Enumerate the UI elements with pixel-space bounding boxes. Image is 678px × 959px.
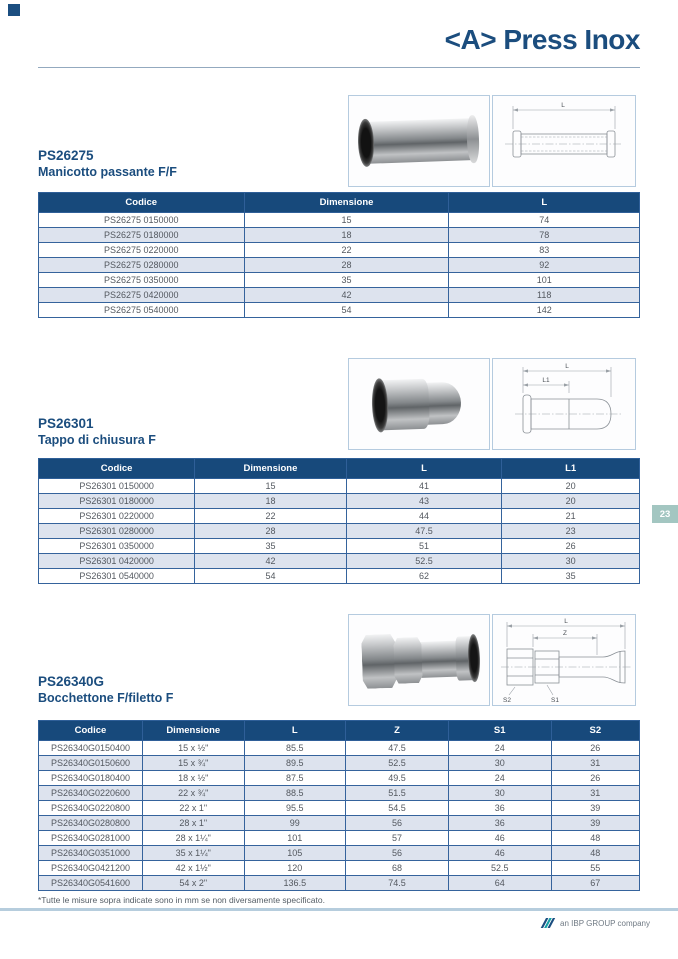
section-title <box>38 416 156 449</box>
table-cell: 20 <box>502 479 640 494</box>
table-cell: 142 <box>449 303 640 318</box>
technical-drawing-box <box>492 358 636 450</box>
table-cell: 101 <box>449 273 640 288</box>
column-header: Dimensione <box>244 193 449 213</box>
table-row <box>39 786 640 801</box>
union-hex-nut <box>361 634 397 689</box>
column-header: S1 <box>448 721 551 741</box>
units-footnote: *Tutte le misure sopra indicate sono in mm se non diversamente specificato. <box>38 895 325 905</box>
cap-drawing <box>493 359 635 449</box>
table-cell: 68 <box>346 861 449 876</box>
table-cell: 35 <box>244 273 449 288</box>
bottom-accent-band <box>0 908 678 911</box>
dim-label-z: Z <box>563 630 567 637</box>
table-cell: 67 <box>551 876 639 891</box>
table-row <box>39 258 640 273</box>
table-row <box>39 479 640 494</box>
table-cell: PS26275 0280000 <box>39 258 245 273</box>
page-number-tab: 23 <box>652 505 678 523</box>
table-cell: 64 <box>448 876 551 891</box>
table-cell: 35 x 1¼" <box>142 846 244 861</box>
table-cell: PS26275 0420000 <box>39 288 245 303</box>
table-cell: 48 <box>551 831 639 846</box>
table-cell: 136.5 <box>244 876 346 891</box>
column-header: Codice <box>39 459 195 479</box>
table-cell: 36 <box>448 801 551 816</box>
table-cell: PS26301 0150000 <box>39 479 195 494</box>
column-header: Z <box>346 721 449 741</box>
table-cell: 92 <box>449 258 640 273</box>
table-cell: 56 <box>346 816 449 831</box>
table-cell: 99 <box>244 816 346 831</box>
table-cell: 28 <box>195 524 346 539</box>
table-cell: PS26340G0150400 <box>39 741 143 756</box>
table-header-row <box>39 721 640 741</box>
section-title <box>38 674 173 707</box>
table-cell: 52.5 <box>448 861 551 876</box>
table-header-row <box>39 193 640 213</box>
table-cell: 21 <box>502 509 640 524</box>
table-cell: PS26340G0351000 <box>39 846 143 861</box>
table-cell: 31 <box>551 756 639 771</box>
table-cell: 22 x ¾" <box>142 786 244 801</box>
header-divider <box>38 67 640 68</box>
column-header: Dimensione <box>195 459 346 479</box>
table-row <box>39 741 640 756</box>
table-cell: 39 <box>551 801 639 816</box>
table-cell: PS26301 0540000 <box>39 569 195 584</box>
table-cell: 54.5 <box>346 801 449 816</box>
table-cell: 57 <box>346 831 449 846</box>
table-cell: PS26340G0220800 <box>39 801 143 816</box>
table-cell: PS26301 0280000 <box>39 524 195 539</box>
table-cell: PS26340G0541600 <box>39 876 143 891</box>
table-cell: 52.5 <box>346 554 502 569</box>
table-cell: PS26275 0540000 <box>39 303 245 318</box>
dim-label-l: L <box>565 363 569 370</box>
table-row <box>39 288 640 303</box>
column-header: L <box>346 459 502 479</box>
table-cell: 48 <box>551 846 639 861</box>
column-header: Codice <box>39 721 143 741</box>
table-cell: 28 x 1" <box>142 816 244 831</box>
table-cell: 62 <box>346 569 502 584</box>
table-cell: 56 <box>346 846 449 861</box>
table-cell: 105 <box>244 846 346 861</box>
union-press-end <box>455 636 477 681</box>
table-cell: PS26275 0180000 <box>39 228 245 243</box>
table-row <box>39 876 640 891</box>
dim-label-l: L <box>564 618 568 625</box>
column-header: S2 <box>551 721 639 741</box>
table-cell: 49.5 <box>346 771 449 786</box>
table-cell: 47.5 <box>346 524 502 539</box>
table-cell: 36 <box>448 816 551 831</box>
product-photo-box <box>348 358 490 450</box>
table-row <box>39 273 640 288</box>
table-row <box>39 846 640 861</box>
cap-photo <box>376 378 462 431</box>
product-name: Tappo di chiusura F <box>38 432 156 447</box>
table-cell: 95.5 <box>244 801 346 816</box>
product-code: PS26301 <box>38 416 94 431</box>
table-cell: 54 <box>195 569 346 584</box>
column-header: Codice <box>39 193 245 213</box>
table-header-row <box>39 459 640 479</box>
table-cell: 18 x ½" <box>142 771 244 786</box>
table-cell: PS26340G0281000 <box>39 831 143 846</box>
table-cell: 83 <box>449 243 640 258</box>
column-header: L <box>244 721 346 741</box>
dim-label-s1: S1 <box>551 697 559 704</box>
table-cell: PS26340G0150600 <box>39 756 143 771</box>
column-header: Dimensione <box>142 721 244 741</box>
table-cell: 22 x 1" <box>142 801 244 816</box>
table-cell: 47.5 <box>346 741 449 756</box>
product-code: PS26275 <box>38 148 94 163</box>
footer <box>540 918 650 928</box>
table-cell: 26 <box>551 771 639 786</box>
table-cell: 41 <box>346 479 502 494</box>
table-cell: 51 <box>346 539 502 554</box>
table-cell: 120 <box>244 861 346 876</box>
spec-table-ps26301 <box>38 458 640 584</box>
table-row <box>39 554 640 569</box>
column-header: L <box>449 193 640 213</box>
table-row <box>39 524 640 539</box>
table-cell: 74 <box>449 213 640 228</box>
product-photo-box <box>348 614 490 706</box>
table-row <box>39 539 640 554</box>
product-photo-box <box>348 95 490 187</box>
table-cell: 26 <box>551 741 639 756</box>
table-cell: 43 <box>346 494 502 509</box>
table-row <box>39 303 640 318</box>
table-cell: PS26340G0280800 <box>39 816 143 831</box>
sleeve-photo <box>362 118 475 164</box>
table-cell: 55 <box>551 861 639 876</box>
table-row <box>39 228 640 243</box>
table-cell: 54 x 2" <box>142 876 244 891</box>
table-cell: PS26301 0180000 <box>39 494 195 509</box>
dim-label-l1: L1 <box>542 377 550 384</box>
table-cell: 85.5 <box>244 741 346 756</box>
table-cell: 28 x 1¼" <box>142 831 244 846</box>
table-cell: 18 <box>244 228 449 243</box>
table-cell: PS26275 0350000 <box>39 273 245 288</box>
table-row <box>39 213 640 228</box>
product-name: Bocchettone F/filetto F <box>38 690 174 705</box>
technical-drawing-box <box>492 614 636 706</box>
table-cell: 74.5 <box>346 876 449 891</box>
table-cell: PS26275 0220000 <box>39 243 245 258</box>
table-cell: PS26275 0150000 <box>39 213 245 228</box>
table-cell: 42 <box>244 288 449 303</box>
table-cell: 51.5 <box>346 786 449 801</box>
table-cell: 42 x 1½" <box>142 861 244 876</box>
product-code: PS26340G <box>38 674 105 689</box>
table-cell: 89.5 <box>244 756 346 771</box>
footer-company-text: an IBP GROUP company <box>560 918 650 928</box>
table-cell: PS26301 0220000 <box>39 509 195 524</box>
spec-table-ps26275 <box>38 192 640 318</box>
table-cell: 20 <box>502 494 640 509</box>
union-tube <box>420 641 457 678</box>
cap-end <box>426 382 461 425</box>
dim-label-s2: S2 <box>503 697 511 704</box>
table-cell: 54 <box>244 303 449 318</box>
table-cell: PS26340G0220600 <box>39 786 143 801</box>
dim-label-l: L <box>561 102 565 109</box>
table-cell: 42 <box>195 554 346 569</box>
product-name: Manicotto passante F/F <box>38 164 177 179</box>
table-row <box>39 569 640 584</box>
technical-drawing-box <box>492 95 636 187</box>
table-cell: 24 <box>448 771 551 786</box>
union-drawing <box>493 615 635 705</box>
sleeve-drawing <box>493 96 635 186</box>
page-title: <A> Press Inox <box>444 24 640 55</box>
table-cell: 101 <box>244 831 346 846</box>
spec-table-ps26340g <box>38 720 640 891</box>
table-cell: 15 <box>244 213 449 228</box>
table-cell: 78 <box>449 228 640 243</box>
table-cell: 44 <box>346 509 502 524</box>
table-cell: 30 <box>502 554 640 569</box>
table-row <box>39 243 640 258</box>
table-cell: 35 <box>195 539 346 554</box>
table-cell: 118 <box>449 288 640 303</box>
table-cell: 28 <box>244 258 449 273</box>
table-cell: 15 <box>195 479 346 494</box>
table-cell: PS26340G0421200 <box>39 861 143 876</box>
table-cell: 18 <box>195 494 346 509</box>
table-row <box>39 801 640 816</box>
cap-body <box>376 379 430 431</box>
table-cell: 15 x ½" <box>142 741 244 756</box>
table-row <box>39 831 640 846</box>
table-cell: 87.5 <box>244 771 346 786</box>
table-cell: 31 <box>551 786 639 801</box>
table-cell: PS26301 0420000 <box>39 554 195 569</box>
table-row <box>39 771 640 786</box>
ibp-logo-icon <box>540 918 556 928</box>
union-hex-body <box>393 637 423 684</box>
section-title <box>38 148 177 181</box>
table-cell: 15 x ¾" <box>142 756 244 771</box>
table-cell: PS26340G0180400 <box>39 771 143 786</box>
table-row <box>39 756 640 771</box>
table-cell: 46 <box>448 846 551 861</box>
column-header: L1 <box>502 459 640 479</box>
table-row <box>39 494 640 509</box>
table-cell: 30 <box>448 756 551 771</box>
table-cell: 35 <box>502 569 640 584</box>
table-row <box>39 509 640 524</box>
union-photo <box>361 631 477 689</box>
table-row <box>39 861 640 876</box>
corner-marker <box>8 4 20 16</box>
table-cell: 24 <box>448 741 551 756</box>
table-cell: 46 <box>448 831 551 846</box>
table-cell: PS26301 0350000 <box>39 539 195 554</box>
table-cell: 52.5 <box>346 756 449 771</box>
table-cell: 22 <box>195 509 346 524</box>
table-cell: 23 <box>502 524 640 539</box>
table-cell: 39 <box>551 816 639 831</box>
table-cell: 30 <box>448 786 551 801</box>
table-cell: 26 <box>502 539 640 554</box>
table-row <box>39 816 640 831</box>
table-cell: 22 <box>244 243 449 258</box>
table-cell: 88.5 <box>244 786 346 801</box>
